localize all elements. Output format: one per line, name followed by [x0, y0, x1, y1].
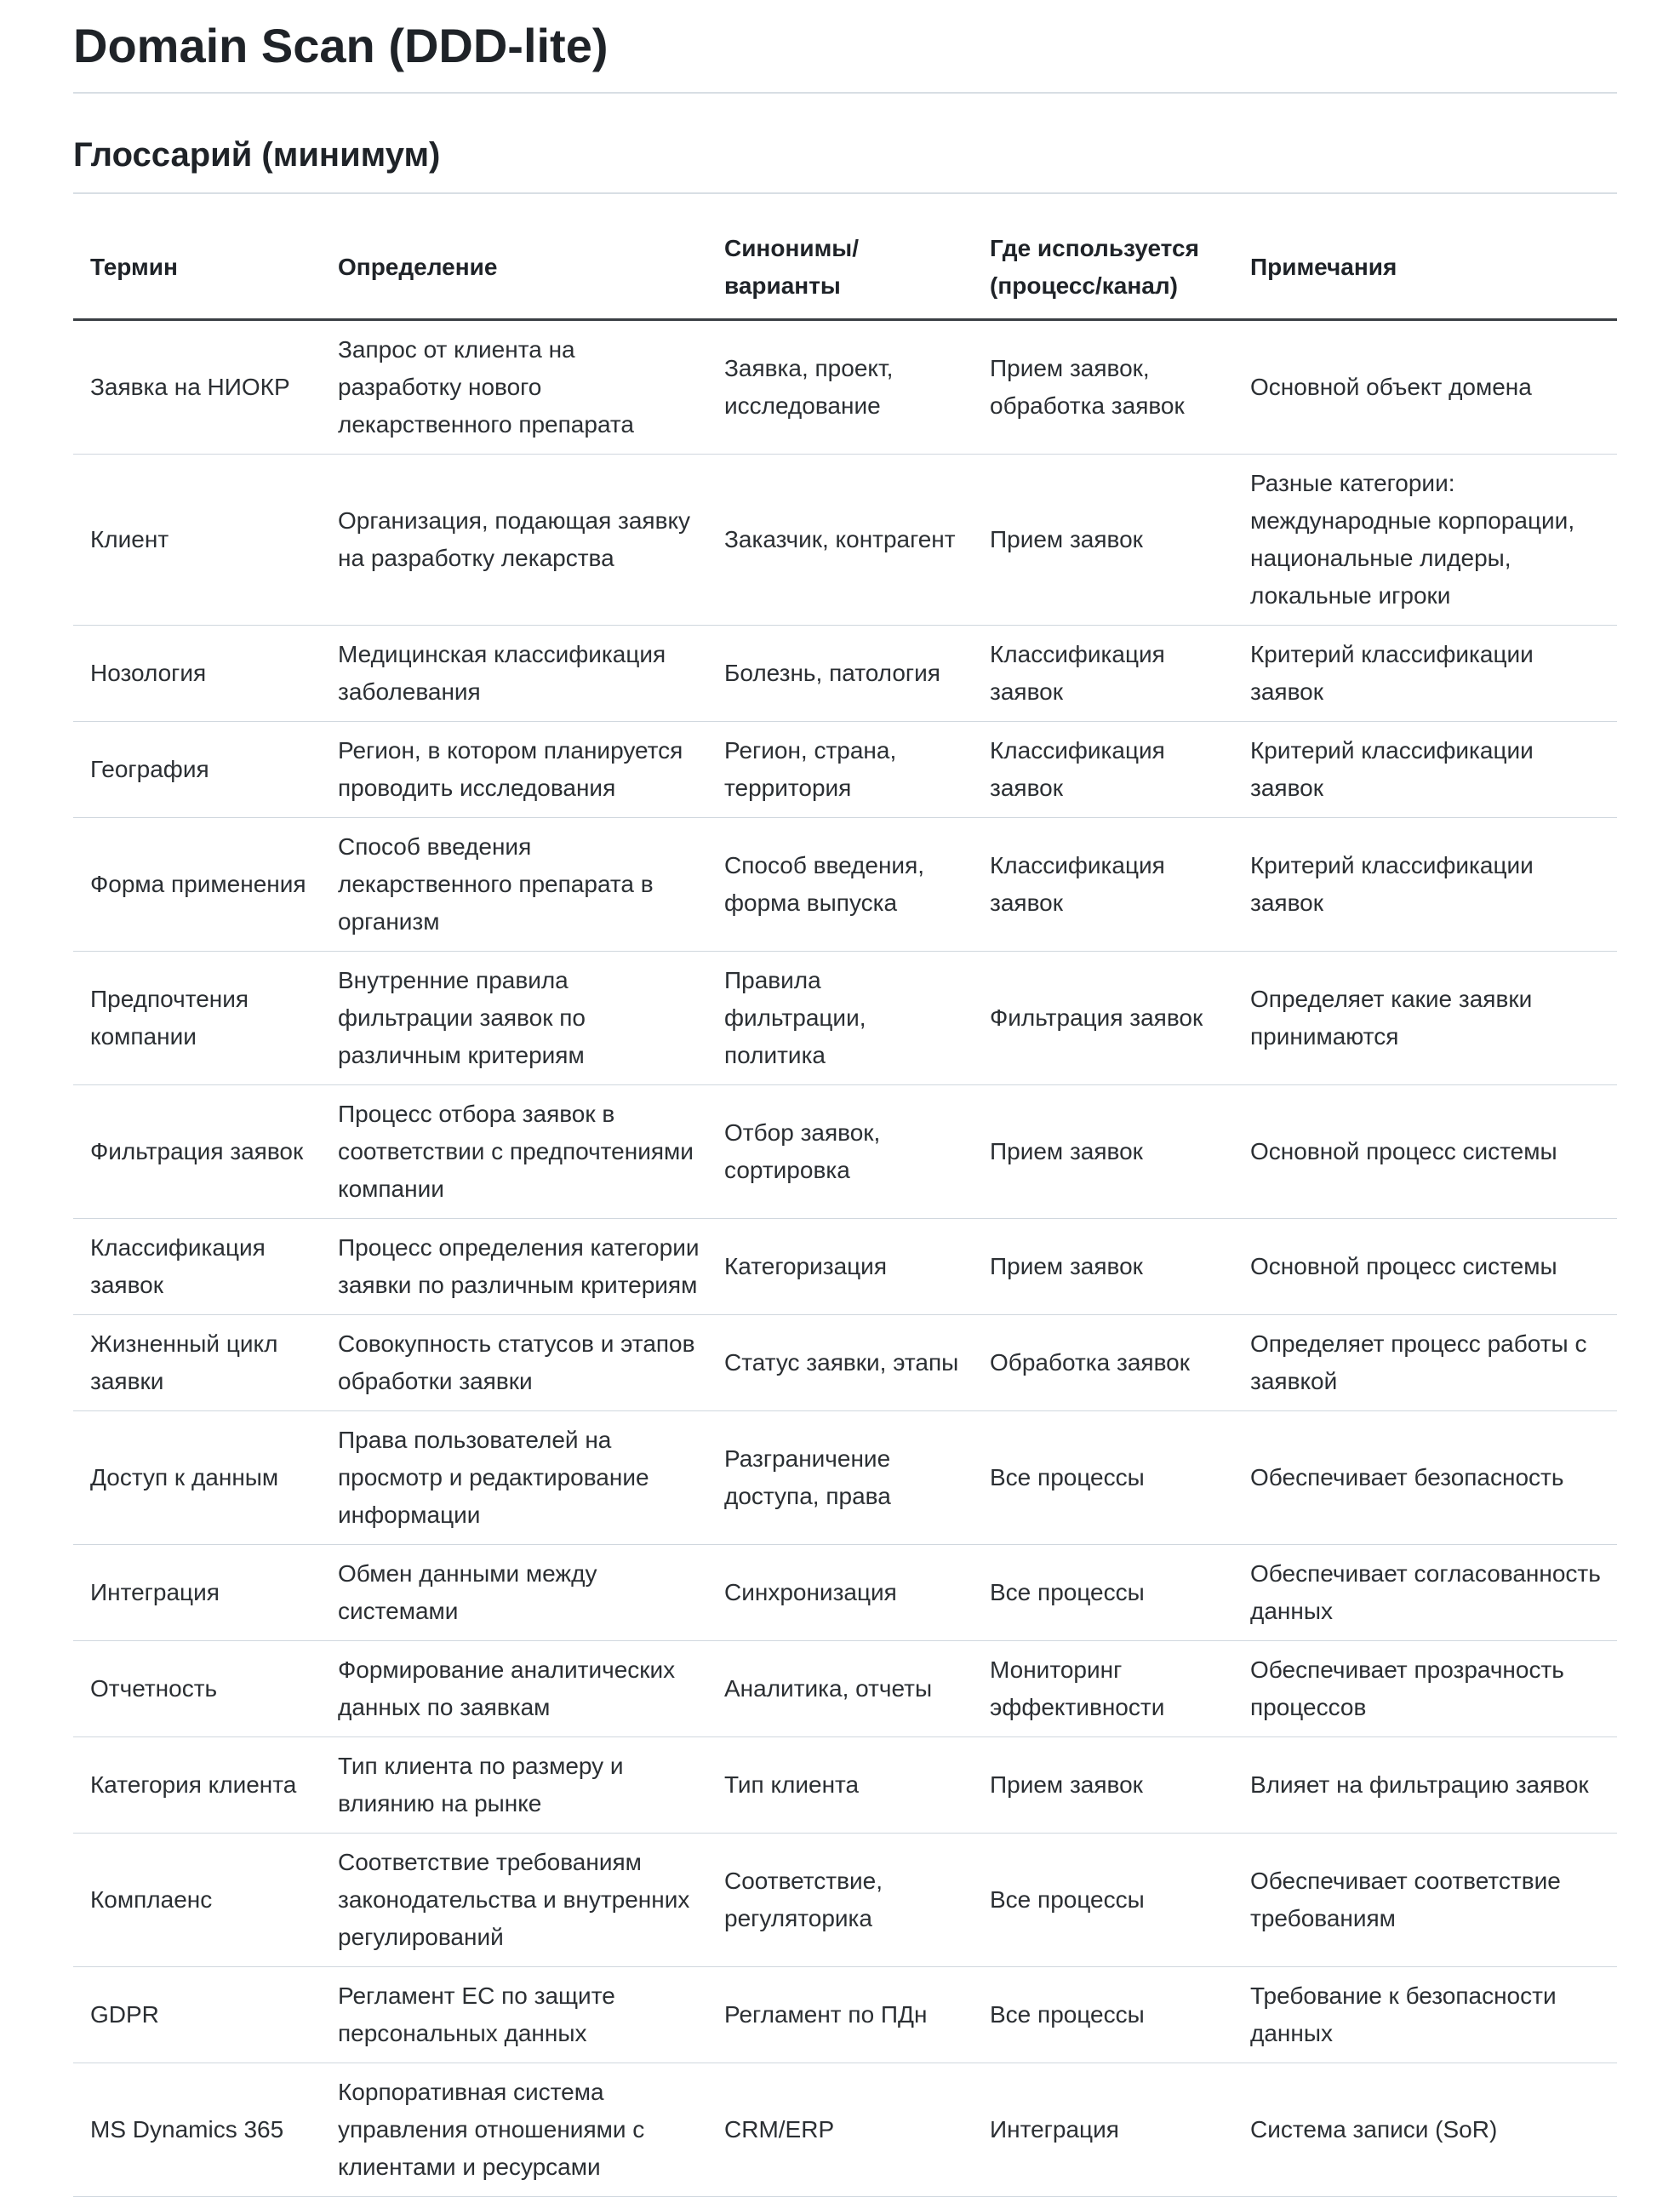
- cell-term: Категория клиента: [73, 1737, 321, 1834]
- table-row: [73, 455, 1617, 626]
- header-row: [73, 216, 1617, 320]
- cell-notes: Определяет какие заявки принимаются: [1233, 952, 1617, 1085]
- cell-term: GDPR: [73, 1967, 321, 2063]
- cell-usage: Прием заявок: [973, 1219, 1233, 1315]
- cell-notes: Система записи (SoR): [1233, 2063, 1617, 2197]
- table-row: [73, 1834, 1617, 1967]
- cell-notes: Основной процесс системы: [1233, 1085, 1617, 1219]
- cell-usage: Прием заявок: [973, 1085, 1233, 1219]
- cell-usage: Классификация заявок: [973, 722, 1233, 818]
- table-row: [73, 1315, 1617, 1411]
- cell-definition: Тип клиента по размеру и влиянию на рынке: [321, 1737, 707, 1834]
- column-header-synonyms: Синонимы/ варианты: [707, 216, 973, 320]
- document-page: [73, 0, 1617, 2197]
- cell-synonyms: Регламент по ПДн: [707, 1967, 973, 2063]
- cell-usage: Прием заявок: [973, 455, 1233, 626]
- cell-definition: Права пользователей на просмотр и редактирование информации: [321, 1411, 707, 1545]
- cell-definition: Медицинская классификация заболевания: [321, 626, 707, 722]
- cell-synonyms: Категоризация: [707, 1219, 973, 1315]
- cell-notes: Обеспечивает согласованность данных: [1233, 1545, 1617, 1641]
- cell-definition: Процесс отбора заявок в соответствии с предпочтениями компании: [321, 1085, 707, 1219]
- cell-synonyms: Разграничение доступа, права: [707, 1411, 973, 1545]
- glossary-table: [73, 216, 1617, 2197]
- cell-term: Форма применения: [73, 818, 321, 952]
- cell-term: Заявка на НИОКР: [73, 320, 321, 455]
- cell-definition: Формирование аналитических данных по заявкам: [321, 1641, 707, 1737]
- cell-term: Нозология: [73, 626, 321, 722]
- cell-notes: Обеспечивает прозрачность процессов: [1233, 1641, 1617, 1737]
- cell-term: Предпочтения компании: [73, 952, 321, 1085]
- table-row: [73, 722, 1617, 818]
- cell-definition: Запрос от клиента на разработку нового лекарственного препарата: [321, 320, 707, 455]
- cell-definition: Соответствие требованиям законодательства и внутренних регулирований: [321, 1834, 707, 1967]
- table-row: [73, 1641, 1617, 1737]
- cell-synonyms: Способ введения, форма выпуска: [707, 818, 973, 952]
- cell-usage: Классификация заявок: [973, 626, 1233, 722]
- cell-term: Жизненный цикл заявки: [73, 1315, 321, 1411]
- column-header-notes: Примечания: [1233, 216, 1617, 320]
- cell-term: Клиент: [73, 455, 321, 626]
- cell-term: Отчетность: [73, 1641, 321, 1737]
- cell-term: Комплаенс: [73, 1834, 321, 1967]
- cell-definition: Регламент ЕС по защите персональных данных: [321, 1967, 707, 2063]
- cell-usage: Прием заявок, обработка заявок: [973, 320, 1233, 455]
- table-row: [73, 320, 1617, 455]
- table-row: [73, 1411, 1617, 1545]
- cell-term: Интеграция: [73, 1545, 321, 1641]
- cell-term: MS Dynamics 365: [73, 2063, 321, 2197]
- cell-notes: Обеспечивает безопасность: [1233, 1411, 1617, 1545]
- cell-definition: Корпоративная система управления отношениями с клиентами и ресурсами: [321, 2063, 707, 2197]
- cell-notes: Обеспечивает соответствие требованиям: [1233, 1834, 1617, 1967]
- cell-synonyms: CRM/ERP: [707, 2063, 973, 2197]
- column-header-term: Термин: [73, 216, 321, 320]
- glossary-table-header: [73, 216, 1617, 320]
- cell-definition: Совокупность статусов и этапов обработки заявки: [321, 1315, 707, 1411]
- cell-notes: Основной процесс системы: [1233, 1219, 1617, 1315]
- cell-definition: Организация, подающая заявку на разработку лекарства: [321, 455, 707, 626]
- cell-notes: Критерий классификации заявок: [1233, 722, 1617, 818]
- table-row: [73, 952, 1617, 1085]
- cell-usage: Классификация заявок: [973, 818, 1233, 952]
- cell-synonyms: Статус заявки, этапы: [707, 1315, 973, 1411]
- cell-term: Фильтрация заявок: [73, 1085, 321, 1219]
- cell-notes: Критерий классификации заявок: [1233, 626, 1617, 722]
- cell-synonyms: Правила фильтрации, политика: [707, 952, 973, 1085]
- table-row: [73, 626, 1617, 722]
- table-row: [73, 1219, 1617, 1315]
- cell-synonyms: Синхронизация: [707, 1545, 973, 1641]
- table-row: [73, 1737, 1617, 1834]
- table-row: [73, 818, 1617, 952]
- cell-notes: Влияет на фильтрацию заявок: [1233, 1737, 1617, 1834]
- cell-synonyms: Заявка, проект, исследование: [707, 320, 973, 455]
- cell-usage: Все процессы: [973, 1545, 1233, 1641]
- section-heading-glossary: Глоссарий (минимум): [73, 133, 1617, 194]
- cell-synonyms: Отбор заявок, сортировка: [707, 1085, 973, 1219]
- column-header-definition: Определение: [321, 216, 707, 320]
- cell-definition: Процесс определения категории заявки по различным критериям: [321, 1219, 707, 1315]
- cell-notes: Требование к безопасности данных: [1233, 1967, 1617, 2063]
- table-row: [73, 1545, 1617, 1641]
- cell-usage: Мониторинг эффективности: [973, 1641, 1233, 1737]
- cell-term: География: [73, 722, 321, 818]
- cell-notes: Определяет процесс работы с заявкой: [1233, 1315, 1617, 1411]
- cell-usage: Интеграция: [973, 2063, 1233, 2197]
- cell-notes: Критерий классификации заявок: [1233, 818, 1617, 952]
- table-row: [73, 1967, 1617, 2063]
- cell-synonyms: Соответствие, регуляторика: [707, 1834, 973, 1967]
- cell-usage: Все процессы: [973, 1834, 1233, 1967]
- cell-synonyms: Болезнь, патология: [707, 626, 973, 722]
- cell-synonyms: Регион, страна, территория: [707, 722, 973, 818]
- cell-term: Доступ к данным: [73, 1411, 321, 1545]
- cell-term: Классификация заявок: [73, 1219, 321, 1315]
- page-title: Domain Scan (DDD-lite): [73, 15, 1617, 94]
- cell-notes: Основной объект домена: [1233, 320, 1617, 455]
- column-header-usage: Где используется (процесс/канал): [973, 216, 1233, 320]
- cell-usage: Все процессы: [973, 1967, 1233, 2063]
- cell-usage: Все процессы: [973, 1411, 1233, 1545]
- cell-definition: Внутренние правила фильтрации заявок по различным критериям: [321, 952, 707, 1085]
- cell-usage: Прием заявок: [973, 1737, 1233, 1834]
- cell-usage: Обработка заявок: [973, 1315, 1233, 1411]
- cell-synonyms: Аналитика, отчеты: [707, 1641, 973, 1737]
- table-row: [73, 1085, 1617, 1219]
- cell-definition: Регион, в котором планируется проводить исследования: [321, 722, 707, 818]
- cell-definition: Способ введения лекарственного препарата в организм: [321, 818, 707, 952]
- table-row: [73, 2063, 1617, 2197]
- cell-synonyms: Тип клиента: [707, 1737, 973, 1834]
- cell-usage: Фильтрация заявок: [973, 952, 1233, 1085]
- cell-definition: Обмен данными между системами: [321, 1545, 707, 1641]
- cell-notes: Разные категории: международные корпорации, национальные лидеры, локальные игроки: [1233, 455, 1617, 626]
- cell-synonyms: Заказчик, контрагент: [707, 455, 973, 626]
- glossary-table-body: [73, 320, 1617, 2197]
